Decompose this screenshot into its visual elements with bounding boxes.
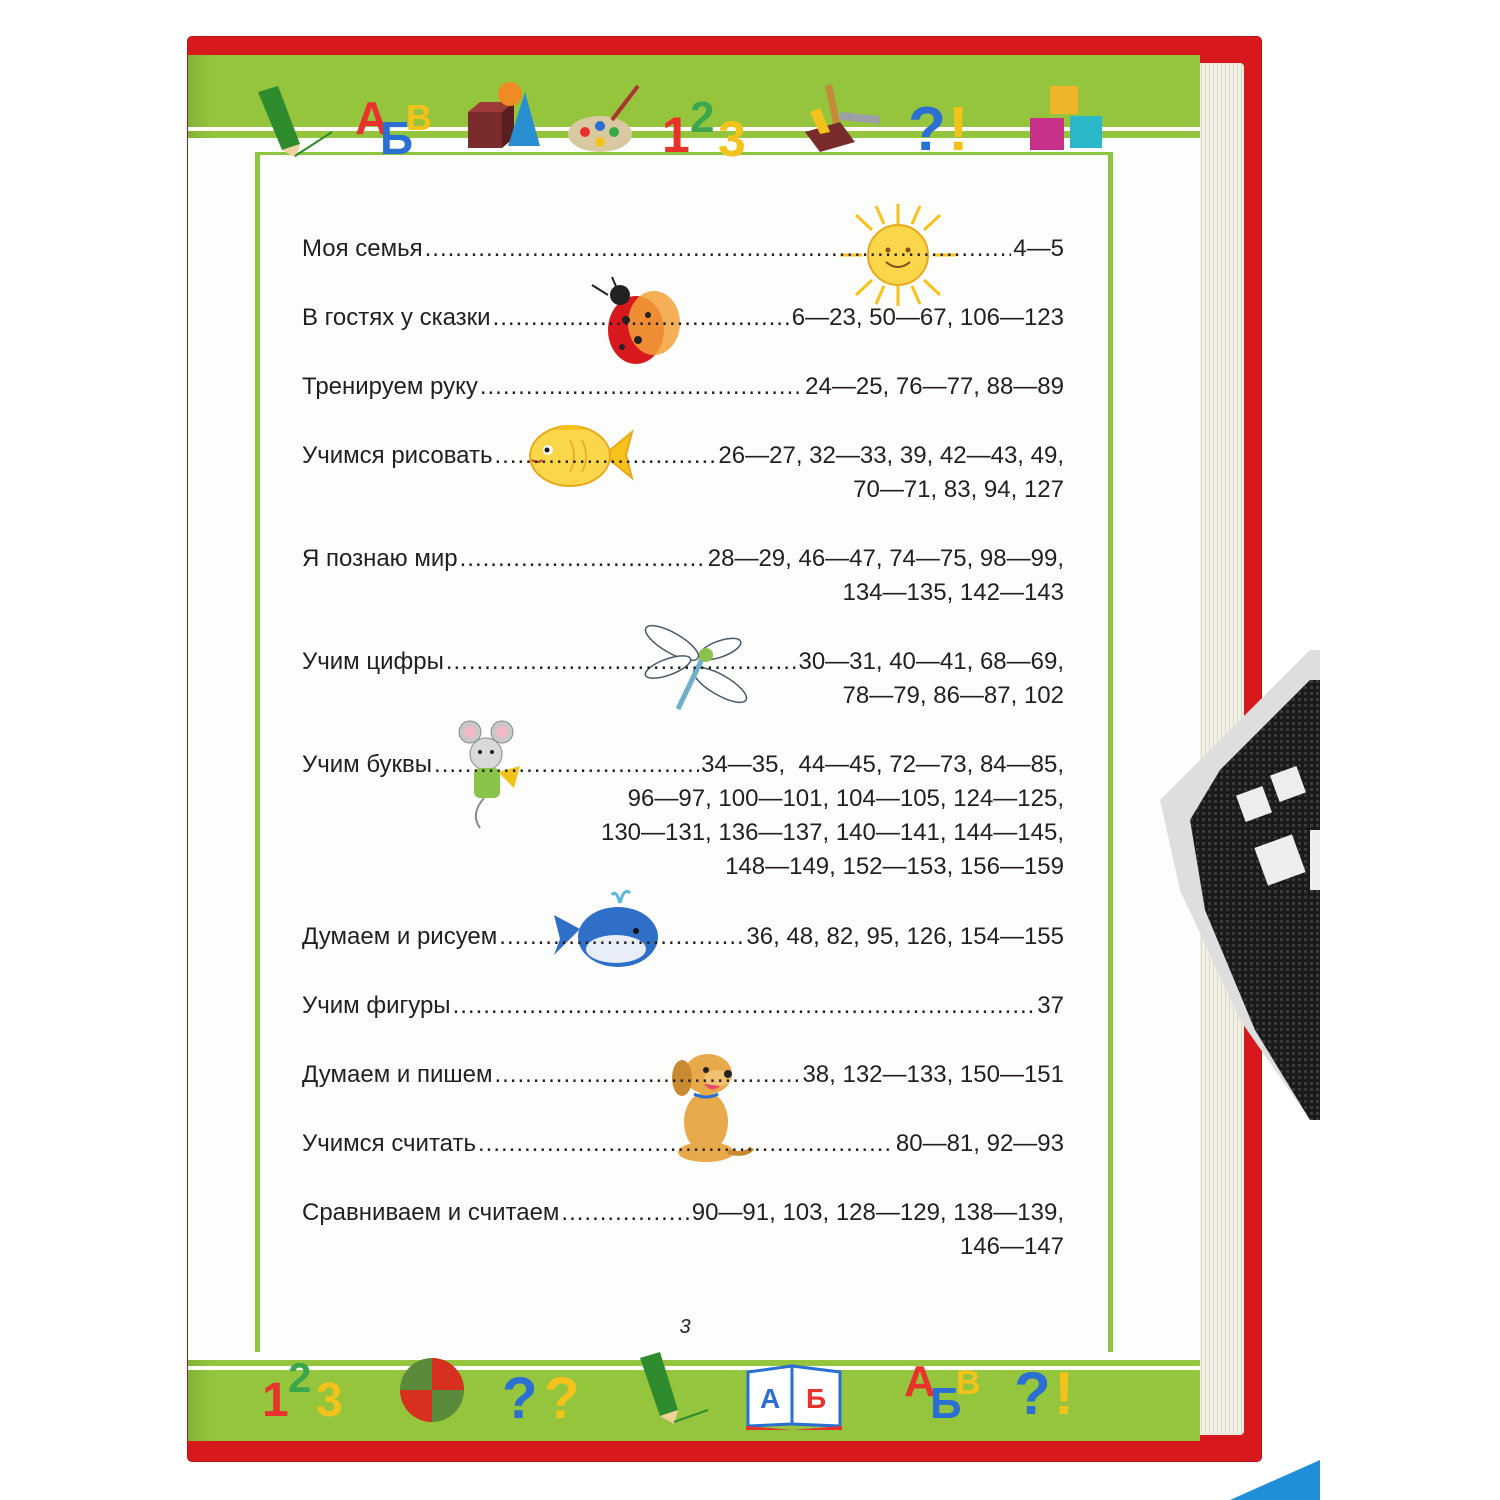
toc-pages-continued: 70—71, 83, 94, 127	[853, 476, 1064, 503]
toc-title: Учимся считать	[302, 1130, 476, 1157]
toc-dots	[446, 645, 797, 679]
toc-entry	[302, 1127, 1064, 1161]
toc-entry	[302, 1058, 1064, 1092]
toc-entry	[302, 370, 1064, 404]
letter-a-icon: А	[904, 1357, 936, 1406]
toc-pages: 80—81, 92—93	[895, 1130, 1064, 1157]
toc-title: Моя семья	[302, 235, 423, 262]
toc-pages-continued: 134—135, 142—143	[842, 579, 1064, 606]
toc-dots	[480, 370, 803, 404]
toc-dots	[460, 542, 706, 576]
toc-entry	[302, 439, 1064, 507]
toc-pages: 24—25, 76—77, 88—89	[805, 373, 1064, 400]
toc-title: Учим цифры	[302, 648, 444, 675]
pencils-icon	[805, 84, 880, 152]
toc-dots	[453, 989, 1036, 1023]
toc-title: Учим буквы	[302, 751, 433, 778]
toc-pages: 34—35, 44—45, 72—73, 84—85,	[701, 751, 1064, 778]
toc-entry	[302, 542, 1064, 610]
toc-dots	[499, 920, 744, 954]
toc-entry	[302, 748, 1064, 884]
toc-pages-continued: 78—79, 86—87, 102	[842, 682, 1064, 709]
toc-pages: 28—29, 46—47, 74—75, 98—99,	[707, 545, 1064, 572]
toc-pages: 90—91, 103, 128—129, 138—139,	[691, 1199, 1064, 1226]
digit-1-icon: 1	[262, 1374, 289, 1427]
toc-pages: 38, 132—133, 150—151	[802, 1061, 1064, 1088]
toc-entry	[302, 920, 1064, 954]
toc-dots	[434, 748, 699, 782]
palette-icon	[568, 86, 638, 152]
toc-entry	[302, 989, 1064, 1023]
toc-title: Учим фигуры	[302, 992, 451, 1019]
toc-pages: 30—31, 40—41, 68—69,	[798, 648, 1064, 675]
top-decorations	[240, 72, 1120, 162]
question-mark-icon: ?	[502, 1366, 538, 1430]
question-mark-icon: ?	[544, 1366, 580, 1430]
toc-pages-continued: 96—97, 100—101, 104—105, 124—125,	[627, 785, 1064, 812]
toc-title: Думаем и пишем	[302, 1061, 493, 1088]
letter-a-icon: А	[760, 1383, 781, 1414]
letter-b-icon: Б	[930, 1379, 962, 1428]
toc-pages: 4—5	[1013, 235, 1064, 262]
letter-v-icon: В	[406, 97, 432, 138]
question-mark-icon: ?	[1014, 1360, 1051, 1427]
question-mark-icon: ?	[908, 95, 946, 162]
talking-pen-device	[1160, 650, 1320, 1120]
toc-title: Думаем и рисуем	[302, 923, 498, 950]
geometric-shapes-icon	[468, 82, 540, 148]
toc-pages: 37	[1037, 992, 1064, 1019]
toc-entry	[302, 1196, 1064, 1264]
toc-dots	[425, 232, 1012, 266]
exclamation-mark-icon: !	[1054, 1360, 1074, 1427]
digit-3-icon: 3	[316, 1374, 343, 1427]
toc-dots	[494, 1058, 800, 1092]
letter-b-icon: Б	[380, 112, 414, 162]
toc-entry	[302, 645, 1064, 713]
toc-pages-continued: 146—147	[959, 1233, 1064, 1260]
letter-b-icon: Б	[806, 1383, 827, 1414]
digit-3-icon: 3	[718, 111, 746, 162]
toc-title: В гостях у сказки	[302, 304, 491, 331]
toc-title: Сравниваем и считаем	[302, 1199, 560, 1226]
digit-1-icon: 1	[662, 107, 690, 162]
toc-dots	[561, 1196, 689, 1230]
letter-v-icon: В	[956, 1364, 981, 1402]
toc-dots	[495, 439, 717, 473]
toc-dots	[493, 301, 790, 335]
toc-pages: 6—23, 50—67, 106—123	[791, 304, 1064, 331]
toc-pages: 26—27, 32—33, 39, 42—43, 49,	[718, 442, 1064, 469]
corner-accent	[1230, 1460, 1320, 1500]
exclamation-mark-icon: !	[948, 95, 969, 162]
toc-pages-continued: 130—131, 136—137, 140—141, 144—145,	[600, 819, 1064, 846]
pencil-icon	[640, 1352, 708, 1424]
cubes-icon	[1030, 86, 1102, 150]
toc-entry	[302, 301, 1064, 335]
toc-entry	[302, 232, 1064, 266]
toc-title: Учимся рисовать	[302, 442, 493, 469]
page-number: 3	[679, 1316, 691, 1338]
digit-2-icon: 2	[690, 93, 715, 142]
toc-pages: 36, 48, 82, 95, 126, 154—155	[746, 923, 1064, 950]
pencil-icon	[258, 86, 332, 158]
toc-title: Я познаю мир	[302, 545, 458, 572]
toc-dots	[478, 1127, 894, 1161]
toc-pages-continued: 148—149, 152—153, 156—159	[725, 853, 1064, 880]
digit-2-icon: 2	[288, 1354, 312, 1401]
letter-a-icon: А	[355, 92, 389, 144]
ball-icon	[400, 1358, 464, 1422]
bottom-decorations	[240, 1340, 1120, 1430]
toc-title: Тренируем руку	[302, 373, 478, 400]
